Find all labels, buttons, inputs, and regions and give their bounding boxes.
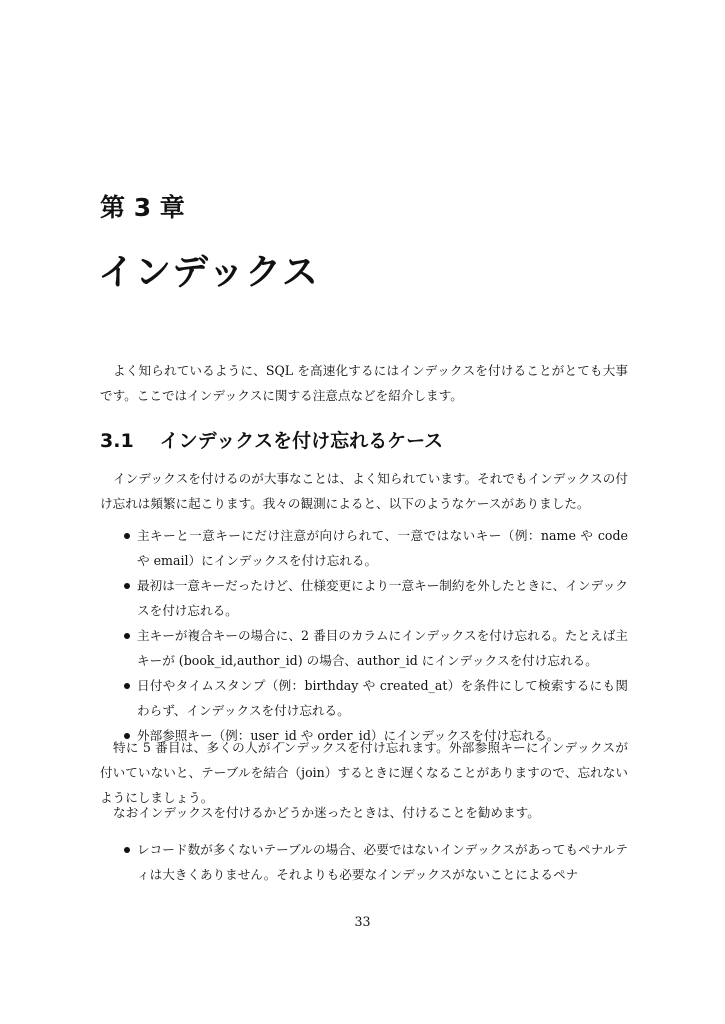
forgotten-index-cases-list: [100, 523, 628, 748]
list-item-text: 最初は一意キーだったけど、仕様変更により一意キー制約を外したときに、インデックスを付け忘れる。: [137, 578, 628, 618]
list-item-text: 主キーと一意キーにだけ注意が向けられて、一意ではないキー（例：name や code や email）にインデックスを付け忘れる。: [137, 528, 628, 568]
list-item: [100, 623, 628, 673]
advice-list: [100, 837, 628, 887]
list-item-text: 日付やタイムスタンプ（例：birthday や created_at）を条件にして検索するにも関わらず、インデックスを付け忘れる。: [137, 678, 628, 718]
chapter-title: インデックス: [98, 252, 319, 293]
bullet-icon: [124, 683, 130, 689]
section-number: 3.1: [100, 430, 134, 452]
list-item: [100, 837, 628, 887]
intro-paragraph: よく知られているように、SQL を高速化するにはインデックスを付けることがとても大事です。ここではインデックスに関する注意点などを紹介します。: [100, 363, 628, 403]
list-item-text: レコード数が多くないテーブルの場合、必要ではないインデックスがあってもペナルティは大きくありません。それよりも必要なインデックスがないことによるペナ: [137, 842, 628, 882]
section-heading: [100, 428, 443, 454]
fifth-case-paragraph: 特に 5 番目は、多くの人がインデックスを付け忘れます。外部参照キーにインデックスが付いていないと、テーブルを結合（join）するときに遅くなることがありますので、忘れないようにしましょう。: [100, 740, 628, 805]
chapter-label: 第 3 章: [100, 193, 185, 222]
list-item: [100, 673, 628, 723]
bullet-icon: [124, 633, 130, 639]
section-title: インデックスを付け忘れるケース: [159, 430, 444, 452]
list-item: [100, 573, 628, 623]
list-item-text: 外部参照キー（例：user_id や order_id）にインデックスを付け忘れる。: [137, 728, 560, 743]
section-paragraph: インデックスを付けるのが大事なことは、よく知られています。それでもインデックスの付け忘れは頻繁に起こります。我々の観測によると、以下のようなケースがありました。: [100, 471, 628, 511]
bullet-icon: [124, 583, 130, 589]
page-number: 33: [354, 914, 371, 929]
list-item-text: 主キーが複合キーの場合に、2 番目のカラムにインデックスを付け忘れる。たとえば主キーが (book_id,author_id) の場合、author_id にインデックスを付け忘れる。: [137, 628, 628, 668]
bullet-icon: [124, 847, 130, 853]
bullet-icon: [124, 533, 130, 539]
list-item: [100, 523, 628, 573]
advice-paragraph: なおインデックスを付けるかどうか迷ったときは、付けることを勧めます。: [113, 805, 540, 820]
